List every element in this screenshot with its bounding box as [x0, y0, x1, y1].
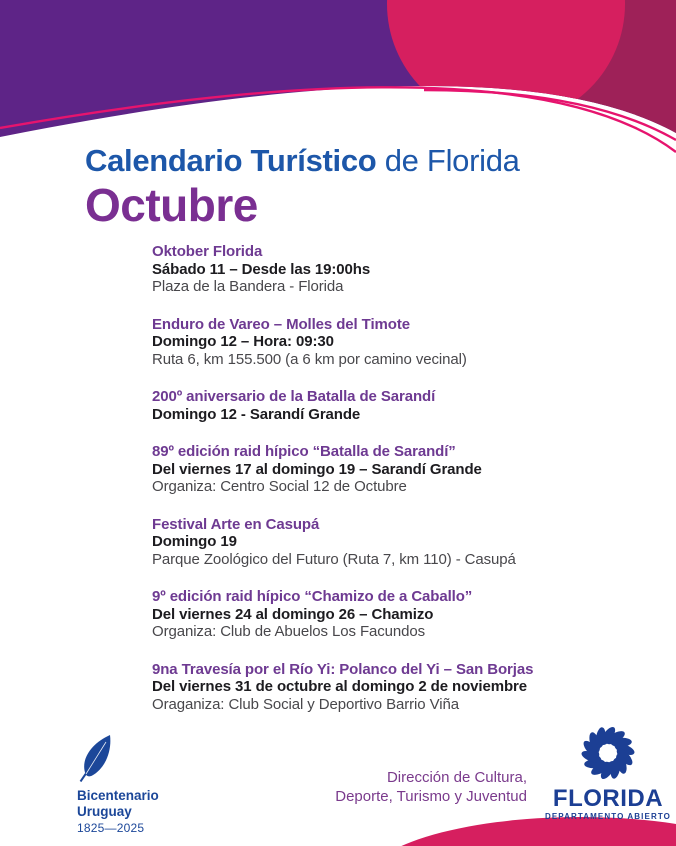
direccion-line1: Dirección de Cultura, — [386, 769, 527, 786]
event-location: Organiza: Centro Social 12 de Octubre — [152, 478, 407, 495]
event-location: Oraganiza: Club Social y Deportivo Barrio Viña — [152, 695, 459, 713]
event-title: Enduro de Vareo – Molles del Timote — [152, 315, 410, 333]
event-item — [152, 316, 612, 369]
event-title: 200º aniversario de la Batalla de Sarandí — [152, 388, 436, 405]
leaf-icon — [79, 734, 159, 782]
event-date: Domingo 12 – Hora: 09:30 — [152, 333, 334, 350]
page-title — [85, 143, 520, 179]
event-date: Del viernes 24 al domingo 26 – Chamizo — [152, 605, 434, 623]
event-date: Del viernes 17 al domingo 19 – Sarandí Grande — [152, 460, 482, 478]
event-location: Parque Zoológico del Futuro (Ruta 7, km 110) - Casupá — [152, 550, 516, 568]
event-title: Festival Arte en Casupá — [152, 515, 320, 533]
florida-name: FLORIDA — [552, 785, 664, 812]
event-date: Domingo 19 — [152, 533, 237, 550]
florida-pinwheel-icon — [543, 722, 673, 784]
event-title: 9º edición raid hípico “Chamizo de a Caballo” — [152, 588, 473, 605]
event-list — [152, 243, 612, 733]
event-date: Domingo 12 - Sarandí Grande — [152, 405, 361, 423]
event-location: Plaza de la Bandera - Florida — [152, 278, 344, 295]
event-item — [152, 516, 612, 569]
event-item — [152, 443, 612, 496]
event-location: Organiza: Club de Abuelos Los Facundos — [152, 623, 426, 640]
bicentenario-line2: Uruguay — [77, 804, 132, 819]
bicentenario-line1: Bicentenario — [77, 788, 159, 803]
event-item — [152, 388, 612, 423]
bicentenario-logo — [77, 734, 159, 837]
page-title-rest: de Florida — [376, 143, 520, 178]
event-title: 89º edición raid hípico “Batalla de Sarandí” — [152, 443, 456, 460]
event-item — [152, 661, 612, 714]
bicentenario-years: 1825—2025 — [77, 821, 145, 835]
event-date: Sábado 11 – Desde las 19:00hs — [152, 260, 371, 278]
header-crimson-circle — [387, 0, 625, 123]
event-location: Ruta 6, km 155.500 (a 6 km por camino vecinal) — [152, 350, 467, 368]
month-title: Octubre — [85, 179, 258, 231]
direccion-text — [335, 768, 527, 806]
page-title-bold: Calendario Turístico — [85, 143, 377, 178]
event-item — [152, 588, 612, 641]
direccion-line2: Deporte, Turismo y Juventud — [335, 788, 527, 805]
event-title: Oktober Florida — [152, 243, 263, 260]
event-item — [152, 243, 612, 296]
florida-subtitle: DEPARTAMENTO ABIERTO — [544, 812, 671, 821]
florida-logo — [543, 722, 673, 822]
title-block — [85, 143, 520, 230]
event-date: Del viernes 31 de octubre al domingo 2 de noviembre — [152, 678, 528, 695]
event-title: 9na Travesía por el Río Yi: Polanco del Yi – San Borjas — [152, 660, 534, 678]
